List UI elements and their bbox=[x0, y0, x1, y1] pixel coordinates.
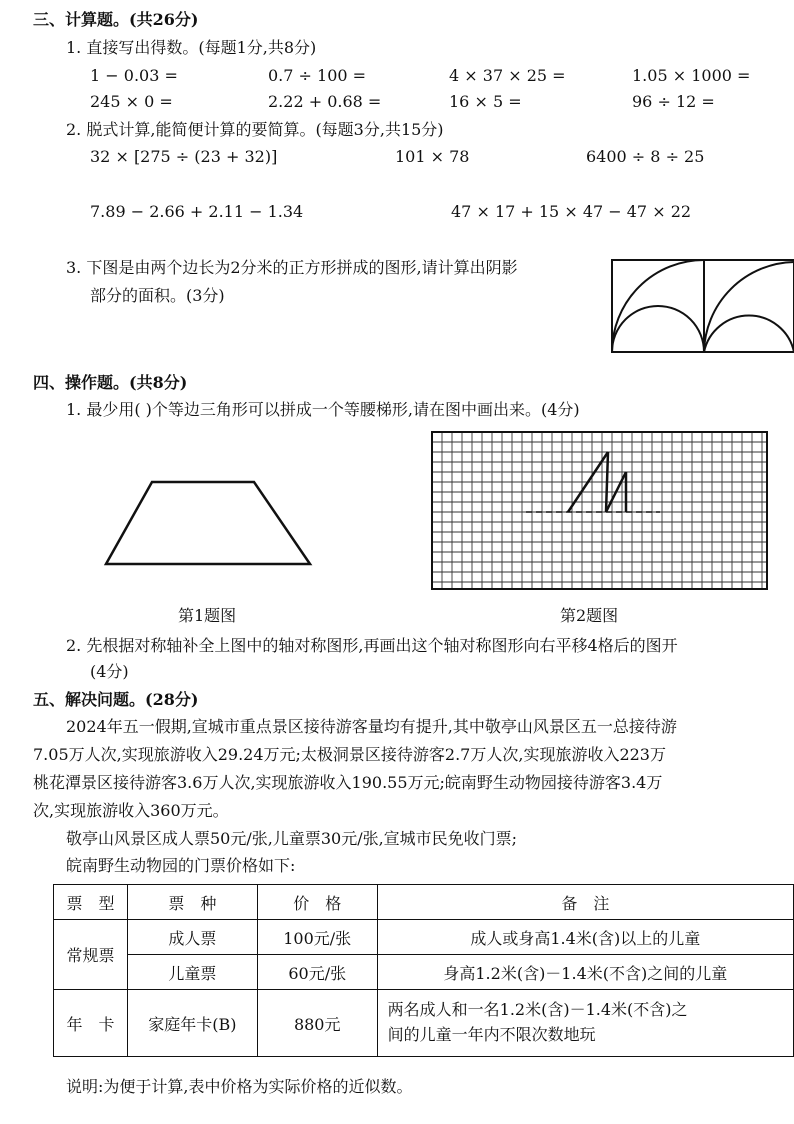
q1-title: 1. 直接写出得数。(每题1分,共8分) bbox=[66, 38, 317, 57]
q2-title: 2. 脱式计算,能简便计算的要简算。(每题3分,共15分) bbox=[66, 120, 444, 139]
calc-expression: 7.89 − 2.66 + 2.11 − 1.34 bbox=[90, 202, 304, 221]
calc-expression: 6400 ÷ 8 ÷ 25 bbox=[586, 147, 705, 166]
table-cell: 儿童票 bbox=[127, 955, 257, 990]
problem-paragraph-line: 次,实现旅游收入360万元。 bbox=[33, 801, 229, 820]
table-cell: 身高1.2米(含)－1.4米(不含)之间的儿童 bbox=[377, 955, 793, 990]
table-cell: 880元 bbox=[257, 990, 377, 1057]
table-row bbox=[54, 990, 794, 1057]
semicircle-right bbox=[704, 316, 794, 352]
ticket-group-annual: 年 卡 bbox=[54, 990, 128, 1057]
calc-item: 0.7 ÷ 100 = bbox=[268, 66, 367, 85]
note-line: 两名成人和一名1.2米(含)－1.4米(不含)之 bbox=[387, 1000, 688, 1020]
table-header: 票 型 bbox=[54, 885, 128, 920]
semicircle-left bbox=[612, 306, 704, 352]
problem-paragraph-line: 7.05万人次,实现旅游收入29.24万元;太极洞景区接待游客2.7万人次,实现旅游收入223万 bbox=[33, 745, 666, 764]
calc-item: 1.05 × 1000 = bbox=[632, 66, 751, 85]
q4-2-score: (4分) bbox=[90, 662, 129, 681]
calc-item: 4 × 37 × 25 = bbox=[449, 66, 566, 85]
table-cell: 成人或身高1.4米(含)以上的儿童 bbox=[377, 920, 793, 955]
table-footnote: 说明:为便于计算,表中价格为实际价格的近似数。 bbox=[66, 1077, 413, 1096]
calc-expression: 47 × 17 + 15 × 47 − 47 × 22 bbox=[451, 202, 692, 221]
section4-title: 四、操作题。(共8分) bbox=[33, 373, 188, 392]
grid-figure bbox=[430, 430, 780, 590]
table-cell: 成人票 bbox=[127, 920, 257, 955]
q4-1-text: 1. 最少用( )个等边三角形可以拼成一个等腰梯形,请在图中画出来。(4分) bbox=[66, 400, 580, 419]
table-header: 备 注 bbox=[377, 885, 793, 920]
section3-title: 三、计算题。(共26分) bbox=[33, 10, 199, 29]
calc-item: 16 × 5 = bbox=[449, 92, 522, 111]
table-header-row bbox=[54, 885, 794, 920]
calc-item: 245 × 0 = bbox=[90, 92, 173, 111]
q3-line1: 3. 下图是由两个边长为2分米的正方形拼成的图形,请计算出阴影 bbox=[66, 258, 518, 277]
problem-paragraph-line: 桃花潭景区接待游客3.6万人次,实现旅游收入190.55万元;皖南野生动物园接待游客3.4万 bbox=[33, 773, 663, 792]
ticket-price-line: 敬亭山风景区成人票50元/张,儿童票30元/张,宣城市民免收门票; bbox=[66, 829, 518, 848]
table-note-cell bbox=[377, 990, 793, 1057]
calc-item: 1 − 0.03 = bbox=[90, 66, 178, 85]
isosceles-trapezoid bbox=[106, 482, 310, 564]
table-row bbox=[54, 920, 794, 955]
section5-title: 五、解决问题。(28分) bbox=[33, 690, 199, 709]
table-row bbox=[54, 955, 794, 990]
table-header: 价 格 bbox=[257, 885, 377, 920]
quarter-arc-right bbox=[704, 262, 794, 352]
q4-2-text: 2. 先根据对称轴补全上图中的轴对称图形,再画出这个轴对称图形向右平移4格后的图开 bbox=[66, 636, 678, 655]
trapezoid-figure bbox=[98, 476, 318, 570]
table-cell: 家庭年卡(B) bbox=[127, 990, 257, 1057]
ticket-price-table bbox=[53, 884, 794, 1057]
calc-item: 96 ÷ 12 = bbox=[632, 92, 715, 111]
calc-expression: 101 × 78 bbox=[395, 147, 470, 166]
figure2-caption: 第2题图 bbox=[560, 606, 619, 625]
calc-item: 2.22 + 0.68 = bbox=[268, 92, 382, 111]
table-header: 票 种 bbox=[127, 885, 257, 920]
calc-expression: 32 × [275 ÷ (23 + 32)] bbox=[90, 147, 278, 166]
table-cell: 100元/张 bbox=[257, 920, 377, 955]
table-cell: 60元/张 bbox=[257, 955, 377, 990]
squares-arc-figure bbox=[608, 256, 794, 354]
zoo-price-intro: 皖南野生动物园的门票价格如下: bbox=[66, 856, 296, 875]
ticket-group-regular: 常规票 bbox=[54, 920, 128, 990]
figure1-caption: 第1题图 bbox=[178, 606, 237, 625]
note-line: 间的儿童一年内不限次数地玩 bbox=[387, 1025, 596, 1044]
q3-line2: 部分的面积。(3分) bbox=[90, 286, 225, 305]
problem-paragraph-line: 2024年五一假期,宣城市重点景区接待游客量均有提升,其中敬亭山风景区五一总接待游 bbox=[66, 717, 677, 736]
